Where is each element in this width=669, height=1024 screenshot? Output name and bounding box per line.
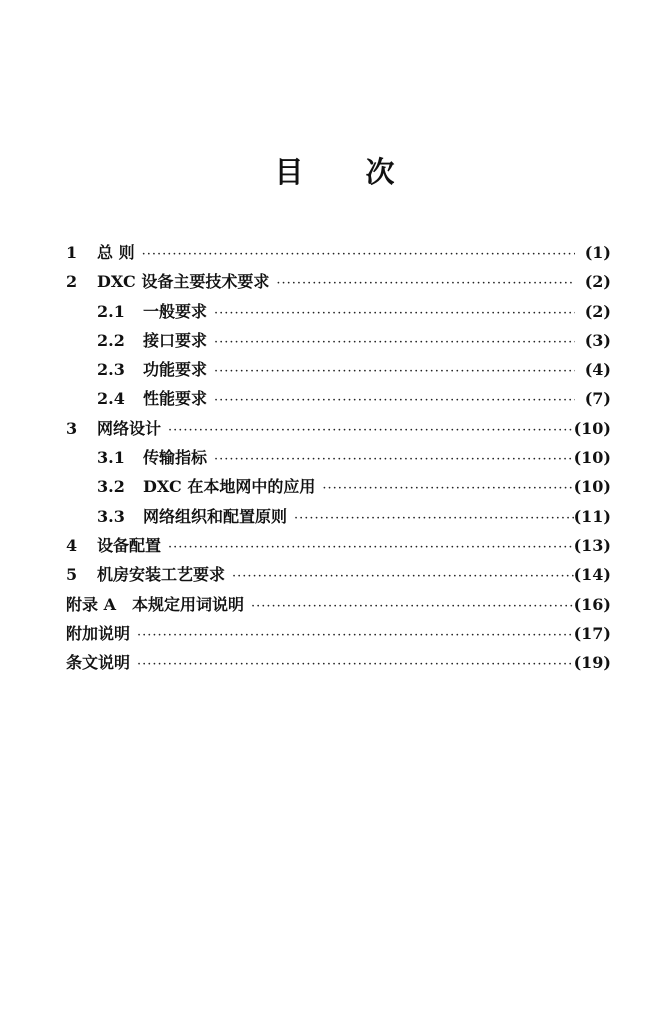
toc-entry-3[interactable]	[66, 416, 611, 445]
toc-leader-dots	[211, 452, 574, 467]
toc-entry-5[interactable]	[66, 562, 611, 591]
toc-page-number: (14)	[573, 565, 611, 585]
toc-label: 附加说明	[66, 623, 131, 643]
toc-entry-appendix-a[interactable]	[66, 592, 611, 621]
toc-number: 3.2	[97, 477, 125, 497]
toc-page-number: (10)	[573, 448, 611, 468]
page-title	[0, 150, 669, 191]
toc-entry-3-2[interactable]	[66, 474, 611, 503]
toc-label: 附录 A 本规定用词说明	[66, 594, 244, 614]
toc-label: 设备配置	[97, 535, 162, 555]
toc-leader-dots	[273, 276, 575, 291]
toc-leader-dots	[134, 657, 574, 672]
toc-leader-dots	[291, 511, 574, 526]
toc-page-number: (16)	[573, 594, 611, 614]
toc-entry-article-explanation[interactable]	[66, 650, 611, 679]
toc-page-number: (2)	[584, 301, 611, 321]
toc-number: 2.4	[97, 389, 125, 409]
toc-page-number: (1)	[584, 243, 611, 262]
toc-number: 3	[66, 418, 78, 438]
toc-label: 功能要求	[143, 360, 208, 380]
toc-leader-dots	[165, 423, 574, 438]
toc-label: DXC 在本地网中的应用	[143, 477, 316, 497]
toc-label: 条文说明	[66, 653, 131, 673]
toc-entry-3-1[interactable]	[66, 445, 611, 474]
toc-entry-2-2[interactable]	[66, 328, 611, 357]
toc-leader-dots	[319, 481, 573, 496]
toc-leader-dots	[211, 306, 575, 321]
toc-number: 2.1	[97, 301, 125, 321]
toc-page-number: (4)	[584, 360, 611, 380]
toc-number: 2.3	[97, 360, 125, 380]
toc-page-number: (11)	[573, 506, 611, 526]
toc-label: 网络组织和配置原则	[143, 506, 288, 526]
toc-leader-dots	[134, 628, 574, 643]
toc-number: 2	[66, 272, 78, 292]
toc-number: 1	[66, 243, 78, 262]
toc-label: 传输指标	[143, 448, 208, 468]
toc-leader-dots	[229, 569, 574, 584]
toc-entry-2-1[interactable]	[66, 299, 611, 328]
toc-page-number: (17)	[573, 623, 611, 643]
toc-leader-dots	[211, 393, 575, 408]
toc-page-number: (10)	[573, 418, 611, 438]
toc-page-number: (13)	[573, 535, 611, 555]
toc-label: 性能要求	[143, 389, 208, 409]
toc-entry-3-3[interactable]	[66, 504, 611, 533]
toc-number: 3.1	[97, 448, 125, 468]
toc-leader-dots	[211, 364, 575, 379]
toc-leader-dots	[139, 247, 575, 262]
toc-page-number: (10)	[573, 477, 611, 497]
toc-label: 接口要求	[143, 330, 208, 350]
toc-page-number: (3)	[584, 330, 611, 350]
title-char-1: 目	[274, 155, 304, 189]
toc-entry-2[interactable]	[66, 269, 611, 298]
toc-number: 3.3	[97, 506, 125, 526]
toc-page-number: (19)	[573, 653, 611, 673]
toc-number: 2.2	[97, 330, 125, 350]
toc-page-number: (2)	[584, 272, 611, 292]
toc-entry-4[interactable]	[66, 533, 611, 562]
toc-page-number: (7)	[584, 389, 611, 409]
toc-label: 机房安装工艺要求	[97, 565, 226, 585]
toc-label: DXC 设备主要技术要求	[97, 272, 270, 292]
toc-leader-dots	[165, 540, 574, 555]
toc-entry-additional-notes[interactable]	[66, 621, 611, 650]
toc-entry-2-3[interactable]	[66, 357, 611, 386]
toc-entry-1[interactable]	[66, 240, 611, 269]
toc-label: 网络设计	[97, 418, 162, 438]
toc-entry-2-4[interactable]	[66, 386, 611, 415]
toc-leader-dots	[211, 335, 575, 350]
toc-number: 4	[66, 535, 78, 555]
toc-leader-dots	[248, 599, 574, 614]
toc-label: 总 则	[97, 243, 135, 262]
title-char-2: 次	[365, 155, 395, 189]
toc-number: 5	[66, 565, 78, 585]
toc-label: 一般要求	[143, 301, 208, 321]
table-of-contents	[66, 240, 611, 679]
